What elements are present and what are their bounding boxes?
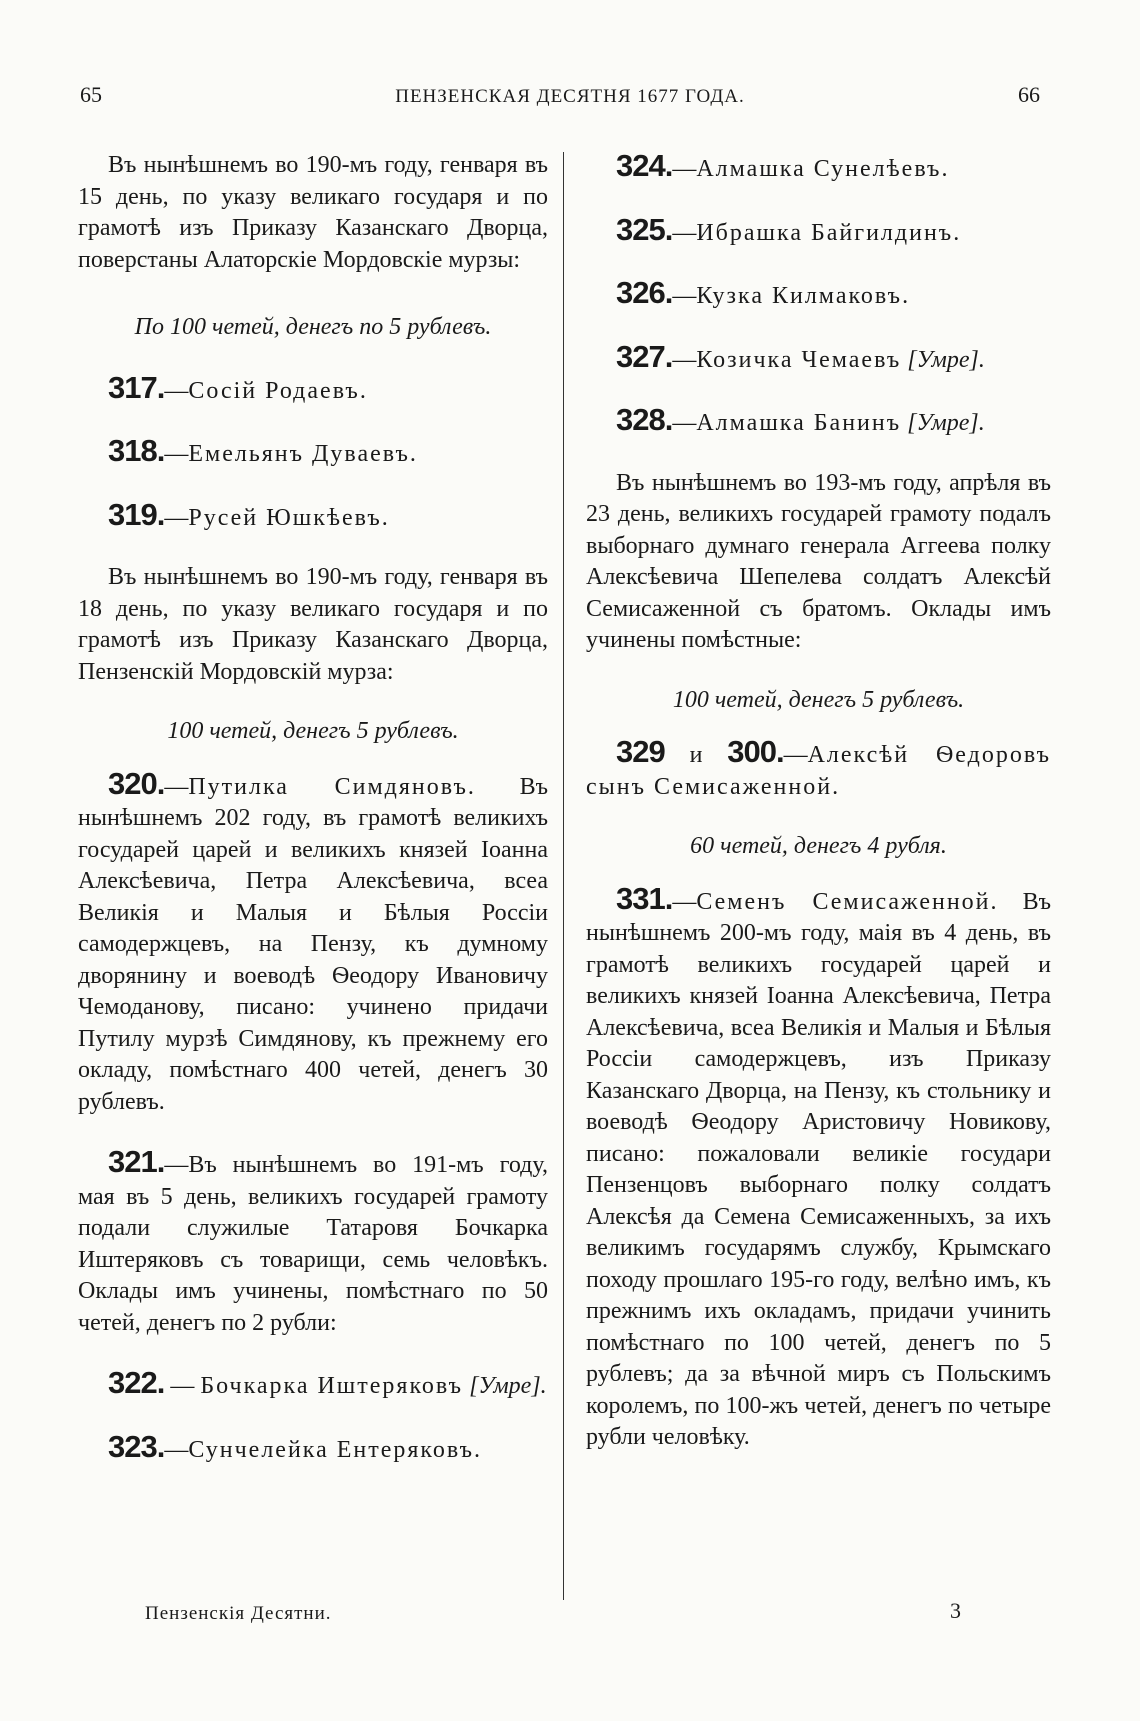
entry-text: Въ нынѣшнемъ во 191-мъ году, мая въ 5 день, великихъ государей грамоту подали служилые Татаровя Бочкарка Иштеряковъ съ товарищи, семь человѣкъ. Оклады имъ учинены, помѣстнаго по 50 четей, денегъ по 2 рубли:: [78, 1152, 548, 1336]
entry-number: 329: [616, 734, 665, 769]
entry-324: [586, 150, 1051, 186]
entry-dash: —: [672, 283, 697, 309]
entry-326: [586, 277, 1051, 313]
entry-dash: —: [672, 219, 697, 246]
entry-number: 324.: [616, 148, 673, 183]
entry-note: [Умре].: [907, 410, 985, 436]
entry-number: 318.: [108, 433, 165, 468]
entry-name: Сосій Родаевъ.: [188, 377, 368, 404]
entry-dash: —: [672, 888, 697, 915]
allotment-heading-1: По 100 четей, денегъ по 5 рублевъ.: [134, 314, 492, 340]
entry-317: [78, 369, 548, 408]
entry-name: Алмашка Сунелѣевъ.: [696, 156, 950, 182]
entry-number: 320.: [108, 765, 165, 801]
entry-319: [78, 496, 548, 535]
intro-paragraph-2: Въ нынѣшнемъ во 190-мъ году, генваря въ 18 день, по указу великаго государя и по грамотѣ изъ Приказу Казанскаго Дворца, Пензенскій Мордовскій мурза:: [78, 564, 548, 685]
entry-dash: —: [164, 1436, 189, 1463]
entry-text: Въ нынѣшнемъ 200-мъ году, маія въ 4 день, въ грамотѣ великихъ государей царей и великихъ князей Іоанна Алексѣевича, Петра Алексѣевича, всеа Великія и Малыя и Бѣлыя Россіи самодержцевъ, изъ Приказу Казанскаго Дворца, на Пензу, къ стольнику и воеводѣ Ѳеодору Аристовичу Новикову, писано: пожаловали великіе государи Пензенцовъ выборнаго полку солдатъ Алексѣя да Семена Семисаженныхъ, за ихъ великимъ государямъ службу, Крымскаго походу прошлаго 195-го году, велѣно имъ, къ прежнимъ ихъ окладамъ, придачи учинить помѣстнаго по 100 четей, денегъ по 5 рублевъ; да за вѣчной миръ съ Польскимъ королемъ, по 100-жъ четей, денегъ по четыре рубли человѣку.: [586, 888, 1051, 1450]
allotment-heading-4: 60 четей, денегъ 4 рубля.: [690, 833, 947, 859]
left-column: [78, 150, 548, 1466]
entry-number: 327.: [616, 338, 673, 374]
page-number-left: 65: [80, 82, 102, 107]
entry-320: [78, 765, 548, 1119]
entry-number: 322.: [108, 1365, 165, 1400]
entry-325: [586, 211, 1051, 250]
entry-dash: —: [164, 1152, 189, 1178]
entry-note: [Умре].: [907, 346, 985, 373]
entry-name: Алмашка Банинъ: [696, 410, 902, 436]
entry-321: [78, 1146, 548, 1339]
entry-name: Путилка Симдяновъ.: [188, 773, 476, 800]
right-column: [586, 150, 1051, 1454]
entry-dash: —: [164, 377, 189, 404]
entry-name: Алексѣй Ѳедоровъ сынъ Семисаженной.: [586, 742, 1052, 800]
entry-318: [78, 435, 548, 471]
entry-number: 326.: [616, 275, 673, 310]
entry-name: Емельянъ Дуваевъ.: [188, 441, 418, 467]
entry-name: Семенъ Семисаженной.: [696, 888, 999, 915]
entry-number: 325.: [616, 211, 673, 247]
entry-name: Козичка Чемаевъ: [696, 346, 902, 373]
entry-dash: —: [164, 773, 189, 800]
entry-322: [78, 1367, 548, 1403]
entry-note: [Умре].: [469, 1373, 547, 1399]
allotment-heading-3: 100 четей, денегъ 5 рублевъ.: [672, 686, 965, 713]
intro-paragraph-1: Въ нынѣшнемъ во 190-мъ году, генваря въ 15 день, по указу великаго государя и по грамотѣ изъ Приказу Казанскаго Дворца, поверстаны Алаторскіе Мордовскіе мурзы:: [78, 152, 548, 273]
entry-dash: —: [164, 441, 189, 467]
entry-conjunction: и: [664, 742, 728, 768]
entry-number: 319.: [108, 496, 165, 532]
entry-dash: —: [783, 742, 808, 768]
entry-number: 331.: [616, 880, 673, 916]
entry-dash: —: [164, 504, 189, 531]
entry-dash: —: [164, 1373, 201, 1399]
intro-paragraph-3: Въ нынѣшнемъ во 193-мъ году, апрѣля въ 23 день, великихъ государей грамоту подалъ выборнаго думнаго генерала Аггеева полку Алексѣевича Шепелева солдатъ Алексѣй Семисаженной съ братомъ. Оклады имъ учинены помѣстные:: [586, 469, 1051, 653]
footer-title: Пензенскія Десятни.: [145, 1603, 332, 1624]
entry-dash: —: [672, 410, 697, 436]
entry-number: 317.: [108, 369, 165, 405]
entry-329-300: [586, 736, 1051, 803]
entry-text: Въ нынѣшнемъ 202 году, въ грамотѣ великихъ государей царей и великихъ князей Іоанна Алексѣевича, Петра Алексѣевича, всеа Великія и Малыя и Бѣлыя Россіи самодержцевъ, на Пензу, къ думному дворянину и воеводѣ Ѳеодору Ивановичу Чемоданову, писано: учинено придачи Путилу мурзѣ Симдянову, къ прежнему его окладу, помѣстнаго 400 четей, денегъ 30 рублевъ.: [78, 773, 548, 1115]
entry-name: Ибрашка Байгилдинъ.: [696, 219, 962, 246]
entry-328: [586, 404, 1051, 440]
entry-name: Бочкарка Иштеряковъ: [200, 1373, 464, 1399]
entry-327: [586, 338, 1051, 377]
entry-dash: —: [672, 156, 697, 182]
entry-number: 328.: [616, 402, 673, 437]
signature-mark: 3: [950, 1598, 961, 1623]
page-number-right: 66: [1018, 82, 1040, 107]
entry-number: 321.: [108, 1144, 165, 1179]
entry-323: [78, 1428, 548, 1467]
entry-number: 323.: [108, 1428, 165, 1464]
entry-name: Сунчелейка Ентеряковъ.: [188, 1436, 483, 1463]
column-divider: [563, 152, 564, 1600]
entry-name: Кузка Килмаковъ.: [696, 283, 911, 309]
entry-name: Русей Юшкѣевъ.: [188, 504, 390, 531]
allotment-heading-2: 100 четей, денегъ 5 рублевъ.: [167, 718, 459, 744]
running-title: ПЕНЗЕНСКАЯ ДЕСЯТНЯ 1677 ГОДА.: [395, 86, 745, 107]
entry-331: [586, 880, 1051, 1454]
entry-dash: —: [672, 346, 697, 373]
entry-number-2: 300.: [727, 734, 784, 769]
